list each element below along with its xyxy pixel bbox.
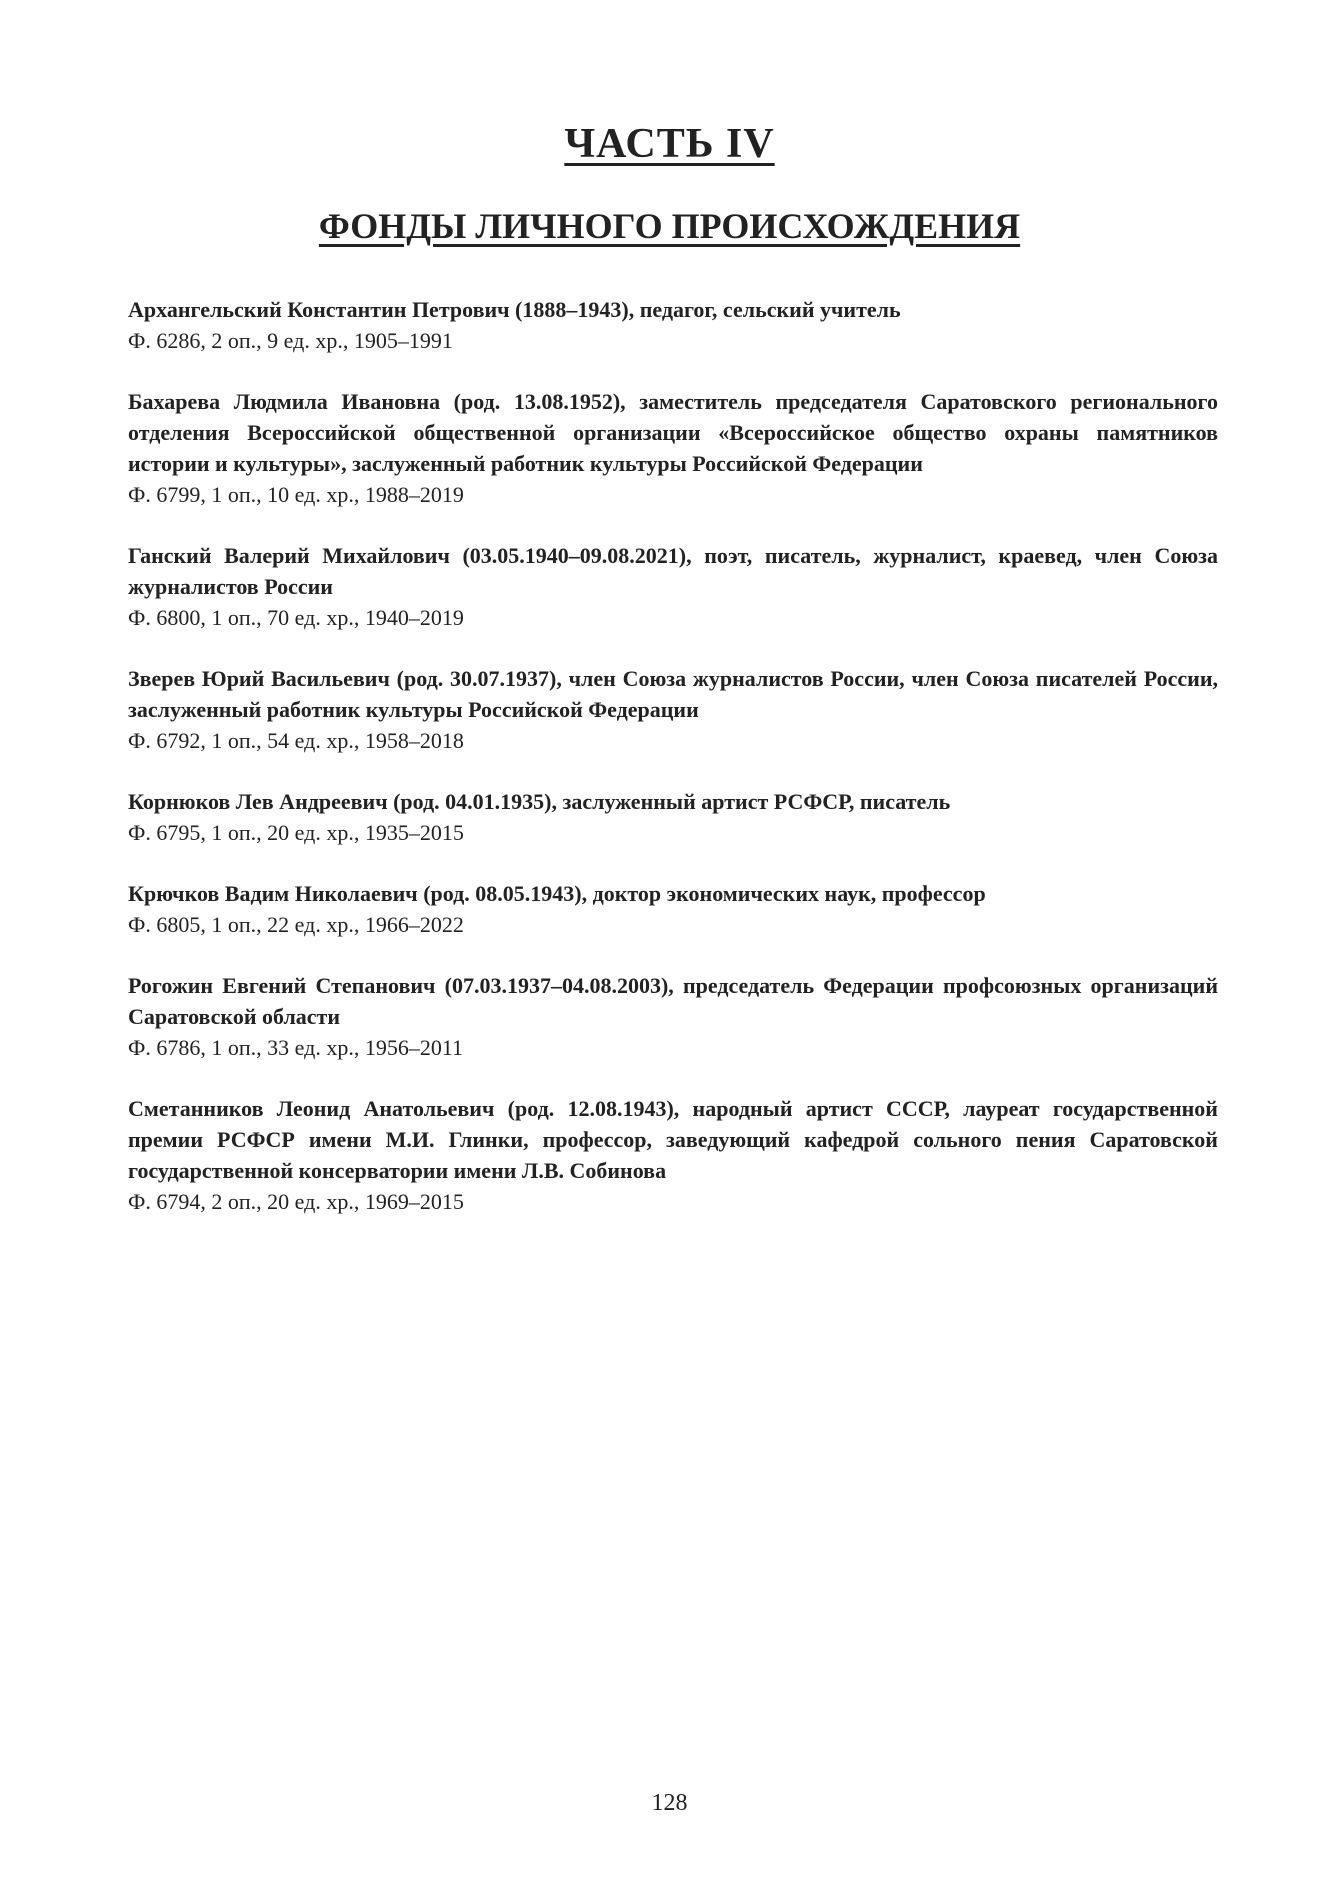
entry-title: Зверев Юрий Васильевич (род. 30.07.1937), член Союза журналистов России, член Союза писателей России, заслуженный работник культуры Российской Федерации [128, 666, 1218, 722]
entry-meta: Ф. 6795, 1 оп., 20 ед. хр., 1935–2015 [128, 820, 464, 845]
entry-title: Сметанников Леонид Анатольевич (род. 12.08.1943), народный артист СССР, лауреат государственной премии РСФСР имени М.И. Глинки, профессор, заведующий кафедрой сольного пения Саратовской государственной консерватории имени Л.В. Собинова [128, 1096, 1218, 1183]
section-title: ФОНДЫ ЛИЧНОГО ПРОИСХОЖДЕНИЯ [318, 206, 1021, 246]
part-title: ЧАСТЬ IV [564, 121, 775, 167]
entry-title: Корнюков Лев Андреевич (род. 04.01.1935), заслуженный артист РСФСР, писатель [128, 789, 951, 814]
entries-list [128, 294, 1218, 1247]
entry-title: Архангельский Константин Петрович (1888–1943), педагог, сельский учитель [128, 297, 901, 322]
entry-meta: Ф. 6786, 1 оп., 33 ед. хр., 1956–2011 [128, 1035, 464, 1060]
entry-title: Рогожин Евгений Степанович (07.03.1937–04.08.2003), председатель Федерации профсоюзных организаций Саратовской области [128, 973, 1218, 1029]
list-item [128, 1093, 1218, 1217]
page-number: 128 [651, 1790, 688, 1816]
list-item [128, 878, 1218, 940]
entry-meta: Ф. 6799, 1 оп., 10 ед. хр., 1988–2019 [128, 482, 464, 507]
entry-title: Крючков Вадим Николаевич (род. 08.05.1943), доктор экономических наук, профессор [128, 881, 986, 906]
entry-meta: Ф. 6805, 1 оп., 22 ед. хр., 1966–2022 [128, 912, 464, 937]
list-item [128, 663, 1218, 756]
list-item [128, 970, 1218, 1063]
entry-meta: Ф. 6794, 2 оп., 20 ед. хр., 1969–2015 [128, 1189, 464, 1214]
list-item [128, 294, 1218, 356]
list-item [128, 540, 1218, 633]
list-item [128, 786, 1218, 848]
list-item [128, 386, 1218, 510]
entry-title: Ганский Валерий Михайлович (03.05.1940–09.08.2021), поэт, писатель, журналист, краевед, член Союза журналистов России [128, 543, 1218, 599]
entry-title: Бахарева Людмила Ивановна (род. 13.08.1952), заместитель председателя Саратовского регионального отделения Всероссийской общественной организации «Всероссийское общество охраны памятников истории и культуры», заслуженный работник культуры Российской Федерации [128, 389, 1218, 476]
entry-meta: Ф. 6286, 2 оп., 9 ед. хр., 1905–1991 [128, 328, 453, 353]
entry-meta: Ф. 6792, 1 оп., 54 ед. хр., 1958–2018 [128, 728, 464, 753]
entry-meta: Ф. 6800, 1 оп., 70 ед. хр., 1940–2019 [128, 605, 464, 630]
